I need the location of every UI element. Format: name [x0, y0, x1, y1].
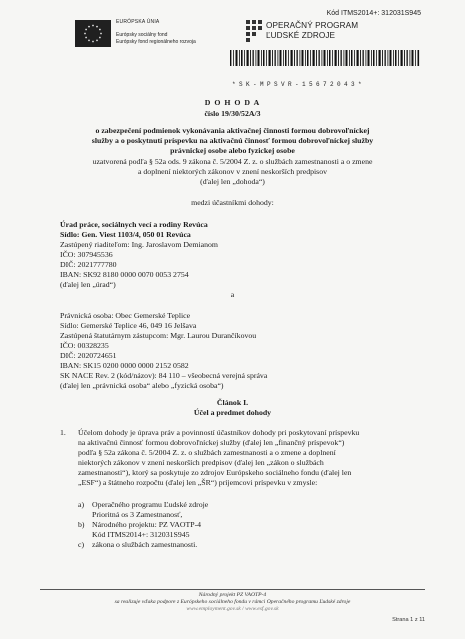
eu-union-label: EURÓPSKA ÚNIA	[116, 19, 160, 25]
doc-law-line3: (ďalej len „dohoda“)	[200, 177, 265, 186]
doc-subject-line3: právnickej osobe alebo fyzickej osobe	[170, 146, 295, 155]
eu-stars-icon	[75, 20, 111, 47]
office-representative: Zastúpený riaditeľom: Ing. Jaroslavom Demianom	[60, 240, 218, 249]
org-ico: IČO: 00328235	[60, 341, 109, 350]
list-item-line2: Kód ITMS2014+: 312031S945	[92, 530, 190, 539]
paragraph-line: „ESF“) a štátneho rozpočtu (ďalej len „ŠR“) príjemcovi príspevku v zmysle:	[78, 478, 318, 487]
footer-websites: www.employment.gov.sk / www.esf.gov.sk	[186, 606, 279, 612]
eu-fund-line1: Európsky sociálny fond	[116, 32, 168, 39]
office-name: Úrad práce, sociálnych vecí a rodiny Revúca	[60, 220, 208, 229]
paragraph-index: 1.	[60, 428, 66, 437]
article-heading: Článok I.	[216, 398, 249, 407]
footer-project: Národný projekt PZ VAOTP-4	[198, 592, 267, 598]
op-line2: ĽUDSKÉ ZDROJE	[266, 31, 336, 40]
eu-flag-logo	[75, 20, 111, 47]
list-item-line1: zákona o službách zamestnanosti.	[92, 540, 198, 549]
eu-text-block	[116, 19, 196, 45]
doc-subject-line1: o zabezpečení podmienok vykonávania aktivačnej činnosti formou dobrovoľníckej	[95, 126, 370, 135]
list-item-marker: a)	[78, 500, 85, 509]
org-representative: Zastúpená štatutárnym zástupcom: Mgr. Laurou Durančíkovou	[60, 331, 257, 340]
office-ico: IČO: 307945536	[60, 250, 113, 259]
list-item-marker: b)	[78, 520, 85, 529]
office-alias: (ďalej len „úrad“)	[60, 280, 116, 289]
org-iban: IBAN: SK15 0200 0000 0000 2152 0582	[60, 361, 189, 370]
op-line1: OPERAČNÝ PROGRAM	[266, 21, 359, 30]
list-item-line1: Operačného programu Ľudské zdroje	[92, 500, 209, 509]
barcode-caption: *SK-MPSVR-15672043*	[232, 81, 366, 88]
org-seat: Sídlo: Gemerské Teplice 46, 049 16 Jelšava	[60, 321, 197, 330]
doc-title: D O H O D A	[204, 98, 261, 107]
footer-divider	[40, 589, 425, 590]
org-nace: SK NACE Rev. 2 (kód/názov): 84 110 – všeobecná verejná správa	[60, 371, 268, 380]
op-title	[266, 21, 358, 41]
paragraph-line: Účelom dohody je úprava práv a povinností účastníkov dohody pri poskytovaní príspevku	[78, 428, 360, 437]
org-name: Právnická osoba: Obec Gemerské Teplice	[60, 311, 191, 320]
doc-number: číslo 19/30/52A/3	[204, 109, 261, 118]
itms-code: Kód ITMS2014+: 312031S945	[326, 10, 421, 17]
office-seat: Sídlo: Gen. Viest 1103/4, 050 01 Revúca	[60, 230, 191, 239]
footer-support: sa realizuje vďaka podpore z Európskeho sociálneho fondu v rámci Operačného programu Ľudské zdroje	[114, 599, 351, 605]
list-item-line2: Prioritná os 3 Zamestnanosť,	[92, 510, 183, 519]
paragraph-line: podľa § 52a zákona č. 5/2004 Z. z. o službách zamestnanosti a o zmene a doplnení	[78, 448, 336, 457]
doc-subject-line2: služby a o poskytnutí príspevku na aktivačnú činnosť formou dobrovoľníckej služby	[91, 136, 374, 145]
barcode-icon	[230, 50, 420, 66]
op-dots-icon	[246, 20, 262, 44]
list-item-line1: Národného projektu: PZ VAOTP-4	[92, 520, 202, 529]
org-dic: DIČ: 2020724651	[60, 351, 117, 360]
doc-law-line2: a doplnení niektorých zákonov v znení neskorších predpisov	[137, 167, 328, 176]
page-number: Strana 1 z 11	[392, 617, 425, 623]
paragraph-line: na aktivačnú činnosť formou dobrovoľníckej služby (ďalej len „finančný príspevok“)	[78, 438, 345, 447]
doc-law-line1: uzatvorená podľa § 52a ods. 9 zákona č. 5/2004 Z. z. o službách zamestnanosti a o zmene	[92, 157, 373, 166]
parties-intro: medzi účastníkmi dohody:	[191, 198, 274, 207]
paragraph-line: zamestnanosti“), ktorý sa poskytuje zo zdrojov Európskeho sociálneho fondu (ďalej len	[78, 468, 352, 477]
list-item-marker: c)	[78, 540, 85, 549]
eu-fund-line2: Európsky fond regionálneho rozvoja	[116, 38, 196, 45]
org-alias: (ďalej len „právnická osoba“ alebo „fyzická osoba“)	[60, 381, 224, 390]
office-iban: IBAN: SK92 8180 0000 0070 0053 2754	[60, 270, 189, 279]
office-dic: DIČ: 2021777780	[60, 260, 117, 269]
article-subheading: Účel a predmet dohody	[193, 408, 272, 417]
conjunction: a	[230, 290, 235, 299]
paragraph-line: niektorých zákonov v znení neskorších predpisov (ďalej len „zákon o službách	[78, 458, 324, 467]
